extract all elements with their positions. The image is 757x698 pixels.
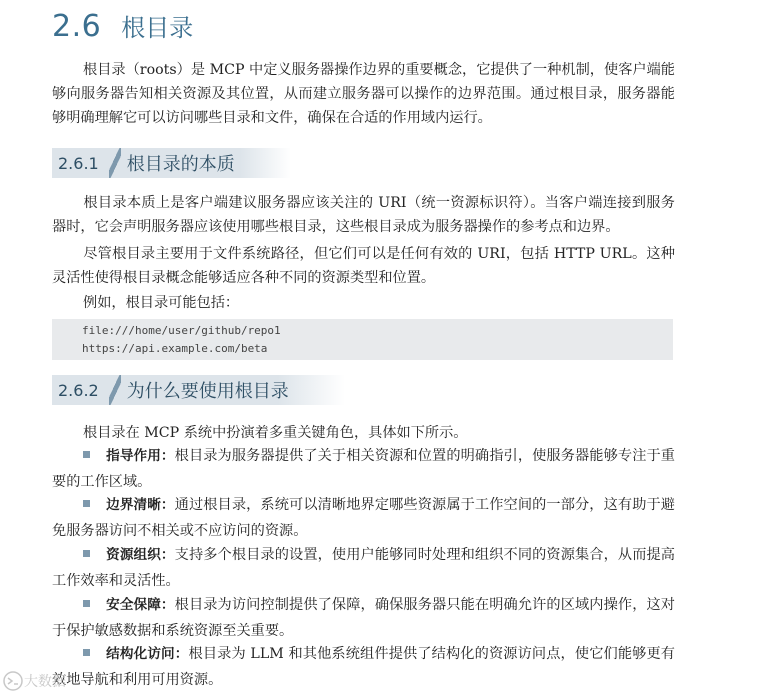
watermark-logo-icon [2,670,24,692]
code-line-1: file:///home/user/github/repo1 [82,324,281,337]
code-line-2: https://api.example.com/beta [82,342,268,355]
chapter-heading [52,8,193,44]
section-heading-2-6-1 [52,148,291,178]
intro-paragraph: 根目录（roots）是 MCP 中定义服务器操作边界的重要概念，它提供了一种机制，使客户端能够向服务器告知相关资源及其位置，从而建立服务器可以操作的边界范围。通过根目录，服务器能够明确理解它可以访问哪些目录和文件，确保在合适的作用域内运行。 [52,62,675,126]
section1-paragraph-3: 例如，根目录可能包括： [83,295,240,311]
watermark [2,670,66,692]
section1-paragraph-2: 尽管根目录主要用于文件系统路径，但它们可以是任何有效的 URI，包括 HTTP URL。这种灵活性使得根目录概念能够适应各种不同的资源类型和位置。 [52,246,675,286]
section2-intro: 根目录在 MCP 系统中扮演着多重关键角色，具体如下所示。 [83,425,468,441]
chapter-title: 根目录 [121,14,194,42]
section-number: 2.6.1 [52,148,109,178]
bullet-item: 结构化访问：根目录为 LLM 和其他系统组件提供了结构化的资源访问点，使它们能够更有效地导航和利用可用资源。 [52,646,675,688]
bullet-item: 指导作用：根目录为服务器提供了关于相关资源和位置的明确指引，使服务器能够专注于重要的工作区域。 [52,448,675,490]
square-bullet-icon [83,600,90,607]
code-example-block [52,319,673,360]
square-bullet-icon [83,649,90,656]
bullet-item: 资源组织：支持多个根目录的设置，使用户能够同时处理和组织不同的资源集合，从而提高工作效率和灵活性。 [52,547,675,589]
chapter-number: 2.6 [52,9,102,44]
section-slash-decoration [109,148,121,178]
section-number: 2.6.2 [52,375,109,405]
bullet-item: 边界清晰：通过根目录，系统可以清晰地界定哪些资源属于工作空间的一部分，这有助于避免服务器访问不相关或不应访问的资源。 [52,497,675,539]
square-bullet-icon [83,500,90,507]
watermark-text: 大数据 [24,674,66,690]
section-title: 根目录的本质 [121,148,291,178]
square-bullet-icon [83,451,90,458]
bullet-item: 安全保障：根目录为访问控制提供了保障，确保服务器只能在明确允许的区域内操作，这对于保护敏感数据和系统资源至关重要。 [52,597,675,639]
section-slash-decoration [109,375,121,405]
section1-paragraph-1: 根目录本质上是客户端建议服务器应该关注的 URI（统一资源标识符）。当客户端连接到服务器时，它会声明服务器应该使用哪些根目录，这些根目录成为服务器操作的参考点和边界。 [52,195,675,235]
section-title: 为什么要使用根目录 [121,375,345,405]
section-heading-2-6-2 [52,375,345,405]
square-bullet-icon [83,550,90,557]
